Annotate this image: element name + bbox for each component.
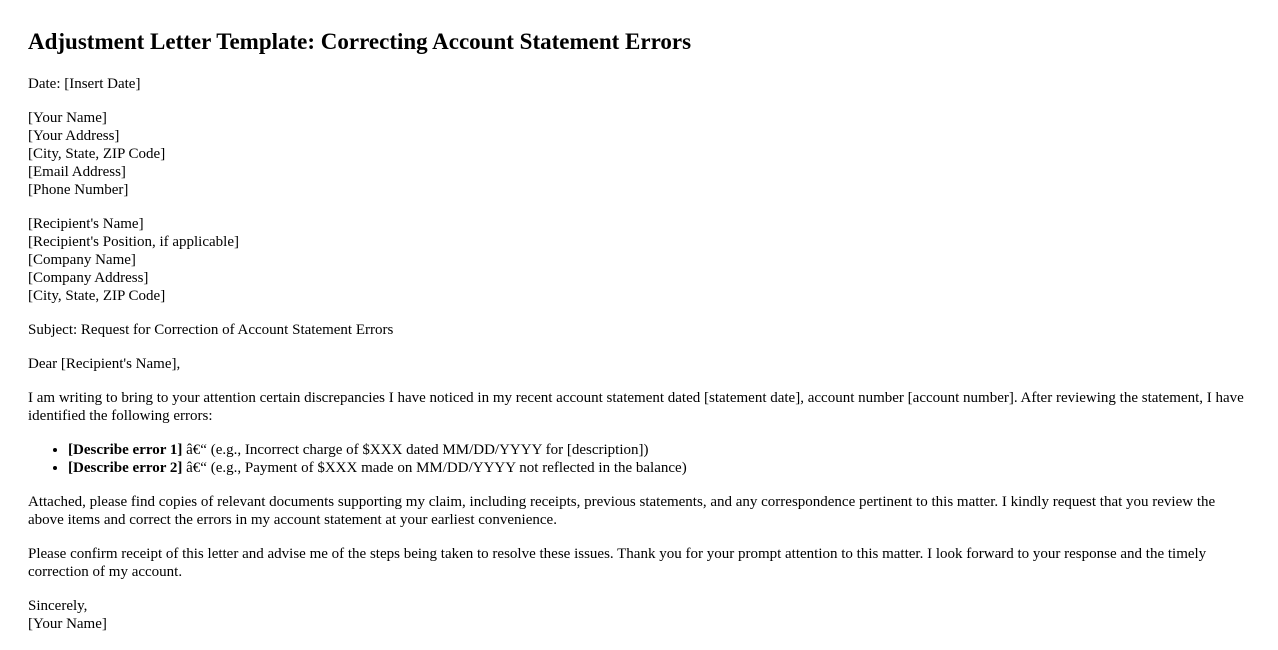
salutation: Dear [Recipient's Name], — [28, 356, 181, 372]
confirmation-paragraph: Please confirm receipt of this letter and advise me of the steps being taken to resolve these issues. Thank you for your prompt attention to this matter. I look forward to your response and the timely correction of my account. — [28, 546, 1207, 580]
recipient-name: [Recipient's Name] — [28, 216, 144, 232]
closing: Sincerely, — [28, 598, 88, 614]
sender-address-block — [28, 109, 1250, 199]
date-line: Date: [Insert Date] — [28, 76, 141, 92]
closing-block — [28, 597, 1250, 633]
list-item — [68, 441, 1250, 459]
subject-line: Subject: Request for Correction of Account Statement Errors — [28, 322, 394, 338]
list-item — [68, 459, 1250, 477]
recipient-company-address: [Company Address] — [28, 270, 149, 286]
recipient-company-name: [Company Name] — [28, 252, 136, 268]
recipient-city-state-zip: [City, State, ZIP Code] — [28, 288, 166, 304]
sender-city-state-zip: [City, State, ZIP Code] — [28, 146, 166, 162]
letter-document — [28, 0, 1250, 633]
sender-address: [Your Address] — [28, 128, 120, 144]
error-label: [Describe error 1] — [68, 442, 183, 458]
intro-paragraph: I am writing to bring to your attention certain discrepancies I have noticed in my recent account statement dated [statement date], account number [account number]. After reviewing the statement, I have identified the following errors: — [28, 390, 1244, 424]
error-description: â€“ (e.g., Payment of $XXX made on MM/DD/YYYY not reflected in the balance) — [182, 460, 687, 476]
sender-name: [Your Name] — [28, 110, 107, 126]
recipient-position: [Recipient's Position, if applicable] — [28, 234, 239, 250]
signature: [Your Name] — [28, 616, 107, 632]
page-title: Adjustment Letter Template: Correcting Account Statement Errors — [28, 29, 692, 54]
attachments-paragraph: Attached, please find copies of relevant documents supporting my claim, including receipts, previous statements, and any correspondence pertinent to this matter. I kindly request that you review the above items and correct the errors in my account statement at your earliest convenience. — [28, 494, 1216, 528]
error-description: â€“ (e.g., Incorrect charge of $XXX dated MM/DD/YYYY for [description]) — [182, 442, 649, 458]
sender-email: [Email Address] — [28, 164, 126, 180]
sender-phone: [Phone Number] — [28, 182, 129, 198]
recipient-address-block — [28, 215, 1250, 305]
error-label: [Describe error 2] — [68, 460, 183, 476]
error-list — [28, 441, 1250, 477]
